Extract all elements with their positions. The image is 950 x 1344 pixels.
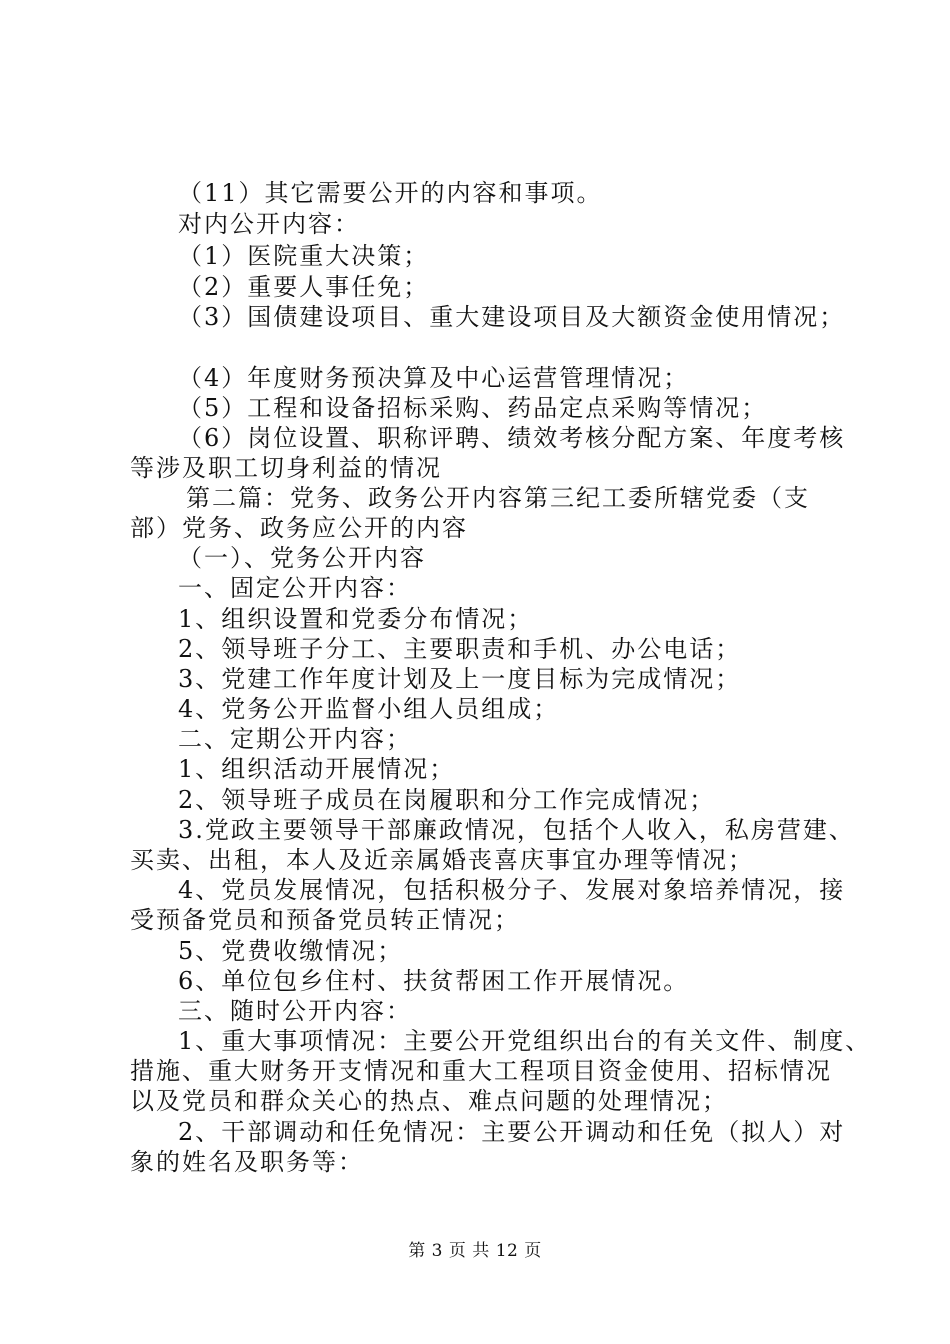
text-line: 2、领导班子成员在岗履职和分工作完成情况；	[178, 786, 716, 814]
text-line: 受预备党员和预备党员转正情况；	[130, 906, 520, 934]
text-line: 等涉及职工切身利益的情况	[130, 454, 442, 482]
text-line: （一）、党务公开内容	[178, 544, 426, 572]
text-line: （3）国债建设项目、重大建设项目及大额资金使用情况；	[178, 303, 846, 331]
text-line: 一、固定公开内容：	[178, 574, 412, 602]
text-line: 1、组织活动开展情况；	[178, 755, 456, 783]
text-line: 象的姓名及职务等：	[130, 1148, 364, 1176]
text-line: 4、党务公开监督小组人员组成；	[178, 695, 560, 723]
text-line: 2、领导班子分工、主要职责和手机、办公电话；	[178, 635, 742, 663]
text-line: 1、组织设置和党委分布情况；	[178, 605, 534, 633]
text-line: （4）年度财务预决算及中心运营管理情况；	[178, 364, 690, 392]
text-line: 3、党建工作年度计划及上一度目标为完成情况；	[178, 665, 742, 693]
text-line: 4、党员发展情况，包括积极分子、发展对象培养情况，接	[178, 876, 846, 904]
text-line: 第二篇：党务、政务公开内容第三纪工委所辖党委（支	[186, 484, 810, 512]
text-line: 措施、重大财务开支情况和重大工程项目资金使用、招标情况	[130, 1057, 832, 1085]
text-line: 5、党费收缴情况；	[178, 937, 404, 965]
text-line: 三、随时公开内容：	[178, 997, 412, 1025]
text-line: 买卖、出租，本人及近亲属婚丧喜庆事宜办理等情况；	[130, 846, 754, 874]
text-line: 二、定期公开内容；	[178, 725, 412, 753]
text-line: 3.党政主要领导干部廉政情况，包括个人收入，私房营建、	[178, 816, 855, 844]
text-line: （2）重要人事任免；	[178, 273, 430, 301]
text-line: 以及党员和群众关心的热点、难点问题的处理情况；	[130, 1087, 728, 1115]
page-number-footer: 第 3 页 共 12 页	[408, 1241, 542, 1261]
text-line: （5）工程和设备招标采购、药品定点采购等情况；	[178, 394, 768, 422]
text-line: （11）其它需要公开的内容和事项。	[178, 179, 603, 207]
text-line: （1）医院重大决策；	[178, 242, 430, 270]
text-line: 部）党务、政务应公开的内容	[130, 514, 468, 542]
text-line: 2、干部调动和任免情况：主要公开调动和任免（拟人）对	[178, 1118, 846, 1146]
text-line: 6、单位包乡住村、扶贫帮困工作开展情况。	[178, 967, 690, 995]
text-line: （6）岗位设置、职称评聘、绩效考核分配方案、年度考核	[178, 424, 846, 452]
text-line: 对内公开内容：	[178, 210, 360, 238]
text-line: 1、重大事项情况：主要公开党组织出台的有关文件、制度、	[178, 1027, 872, 1055]
